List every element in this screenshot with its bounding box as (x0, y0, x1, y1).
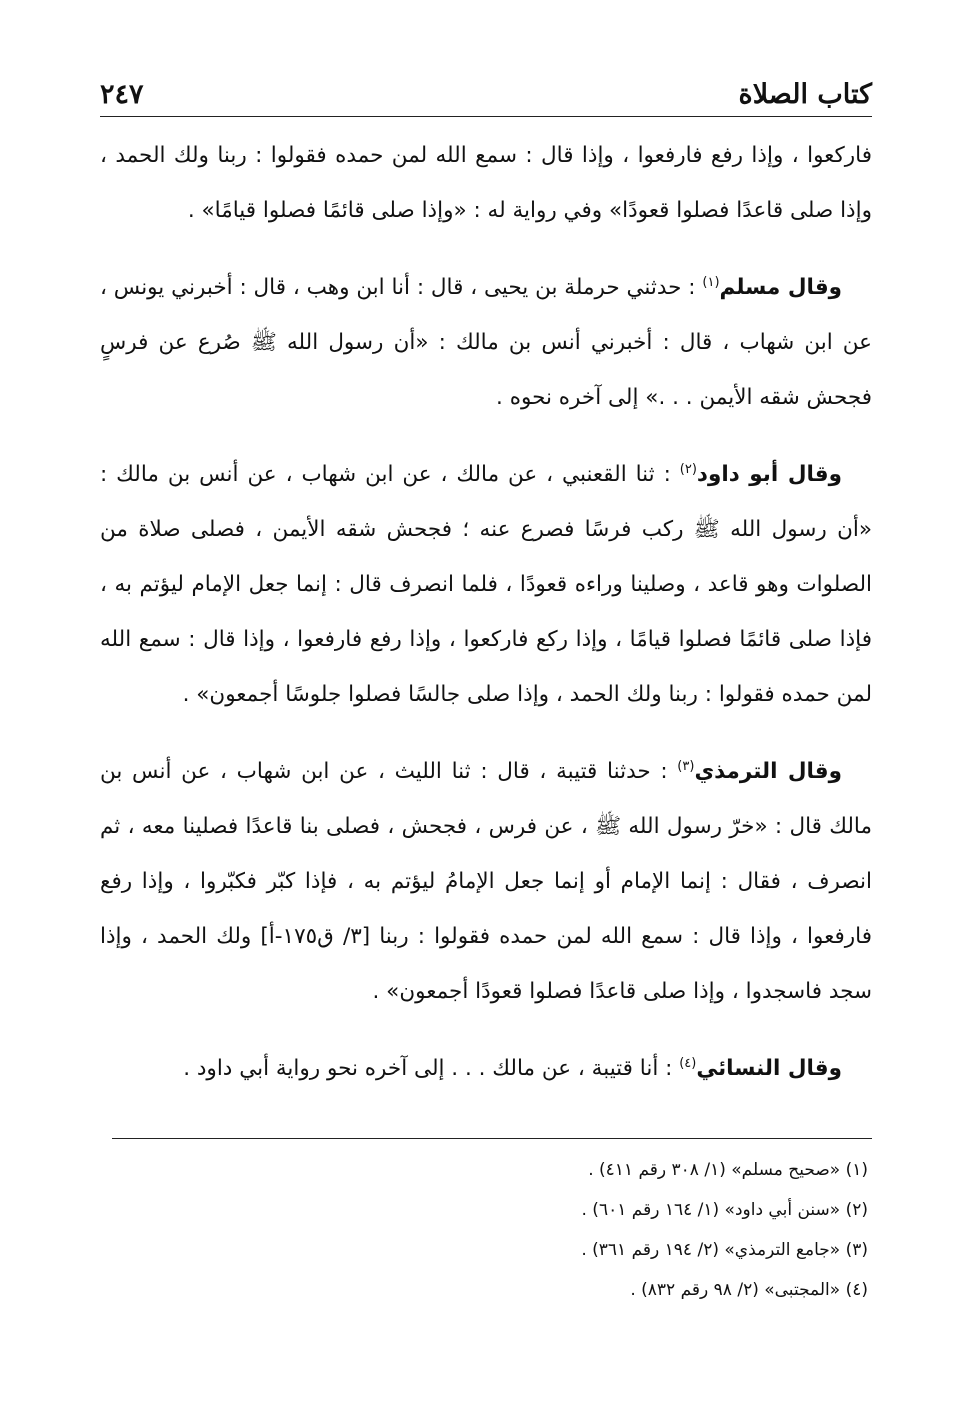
footnotes (108, 1150, 868, 1310)
paragraph-5 (100, 1041, 872, 1096)
footnote-ref-1: (١) (702, 274, 720, 290)
paragraph-2 (100, 260, 872, 425)
header-rule (100, 116, 872, 117)
paragraph-5-label: وقال النسائي (696, 1056, 842, 1081)
paragraph-2-label: وقال مسلم (719, 275, 843, 300)
footnote-ref-4: (٤) (679, 1055, 697, 1071)
paragraph-5-text: : أنا قتيبة ، عن مالك . . . إلى آخره نحو رواية أبي داود . (183, 1056, 680, 1081)
paragraph-4 (100, 744, 872, 1019)
footnote-1: (١) «صحيح مسلم» (١/ ٣٠٨ رقم ٤١١) . (588, 1160, 868, 1180)
page-header (100, 60, 872, 110)
footnote-ref-2: (٢) (679, 461, 697, 477)
footnote-3: (٣) «جامع الترمذي» (٢/ ١٩٤ رقم ٣٦١) . (581, 1240, 868, 1260)
page-number: ٢٤٧ (100, 79, 144, 110)
paragraph-4-label: وقال الترمذي (694, 759, 842, 784)
running-title: كتاب الصلاة (738, 79, 872, 110)
paragraph-3-label: وقال أبو داود (696, 462, 842, 487)
footnote-4: (٤) «المجتبى» (٢/ ٩٨ رقم ٨٣٢) . (630, 1280, 868, 1300)
footnote-2: (٢) «سنن أبي داود» (١/ ١٦٤ رقم ٦٠١) . (581, 1200, 868, 1220)
paragraph-3-text: : ثنا القعنبي ، عن مالك ، عن ابن شهاب ، عن أنس بن مالك : «أن رسول الله ﷺ ركب فرسًا فصرع عنه ؛ فجحش شقه الأيمن ، فصلى صلاة من الصلوات وهو قاعد ، وصلينا وراءه قعودًا ، فلما انصرف قال : إنما جعل الإمام ليؤتم به ، فإذا صلى قائمًا فصلوا قيامًا ، وإذا ركع فاركعوا ، وإذا رفع فارفعوا ، وإذا قال : سمع الله لمن حمده فقولوا : ربنا ولك الحمد ، وإذا صلى جالسًا فصلوا جلوسًا أجمعون» . (100, 462, 872, 707)
paragraph-2-text: : حدثني حرملة بن يحيى ، قال : أنا ابن وهب ، قال : أخبرني يونس ، عن ابن شهاب ، قال : أخبرني أنس بن مالك : «أن رسول الله ﷺ صُرع عن فرسٍ فجحش شقه الأيمن . . .» إلى آخره نحوه . (100, 275, 872, 410)
footnote-separator (112, 1138, 872, 1139)
paragraph-3 (100, 447, 872, 722)
paragraph-1 (100, 128, 872, 238)
footnote-ref-3: (٣) (677, 758, 695, 774)
paragraph-4-text: : حدثنا قتيبة ، قال : ثنا الليث ، عن ابن شهاب ، عن أنس بن مالك قال : «خرّ رسول الله ﷺ ، عن فرس ، فجحش ، فصلى بنا قاعدًا فصلينا معه ، ثم انصرف ، فقال : إنما الإمام أو إنما جعل الإمامُ ليؤتم به ، فإذا كبّر فكبّروا ، وإذا رفع فارفعوا ، وإذا قال : سمع الله لمن حمده فقولوا : ربنا [٣/ ق١٧٥-أ] ولك الحمد ، وإذا سجد فاسجدوا ، وإذا صلى قاعدًا فصلوا قعودًا أجمعون» . (100, 759, 872, 1004)
paragraph-1-text: فاركعوا ، وإذا رفع فارفعوا ، وإذا قال : سمع الله لمن حمده فقولوا : ربنا ولك الحمد ، وإذا صلى قاعدًا فصلوا قعودًا» وفي رواية له : «وإذا صلى قائمًا فصلوا قيامًا» . (100, 143, 872, 223)
main-text (100, 128, 872, 1118)
